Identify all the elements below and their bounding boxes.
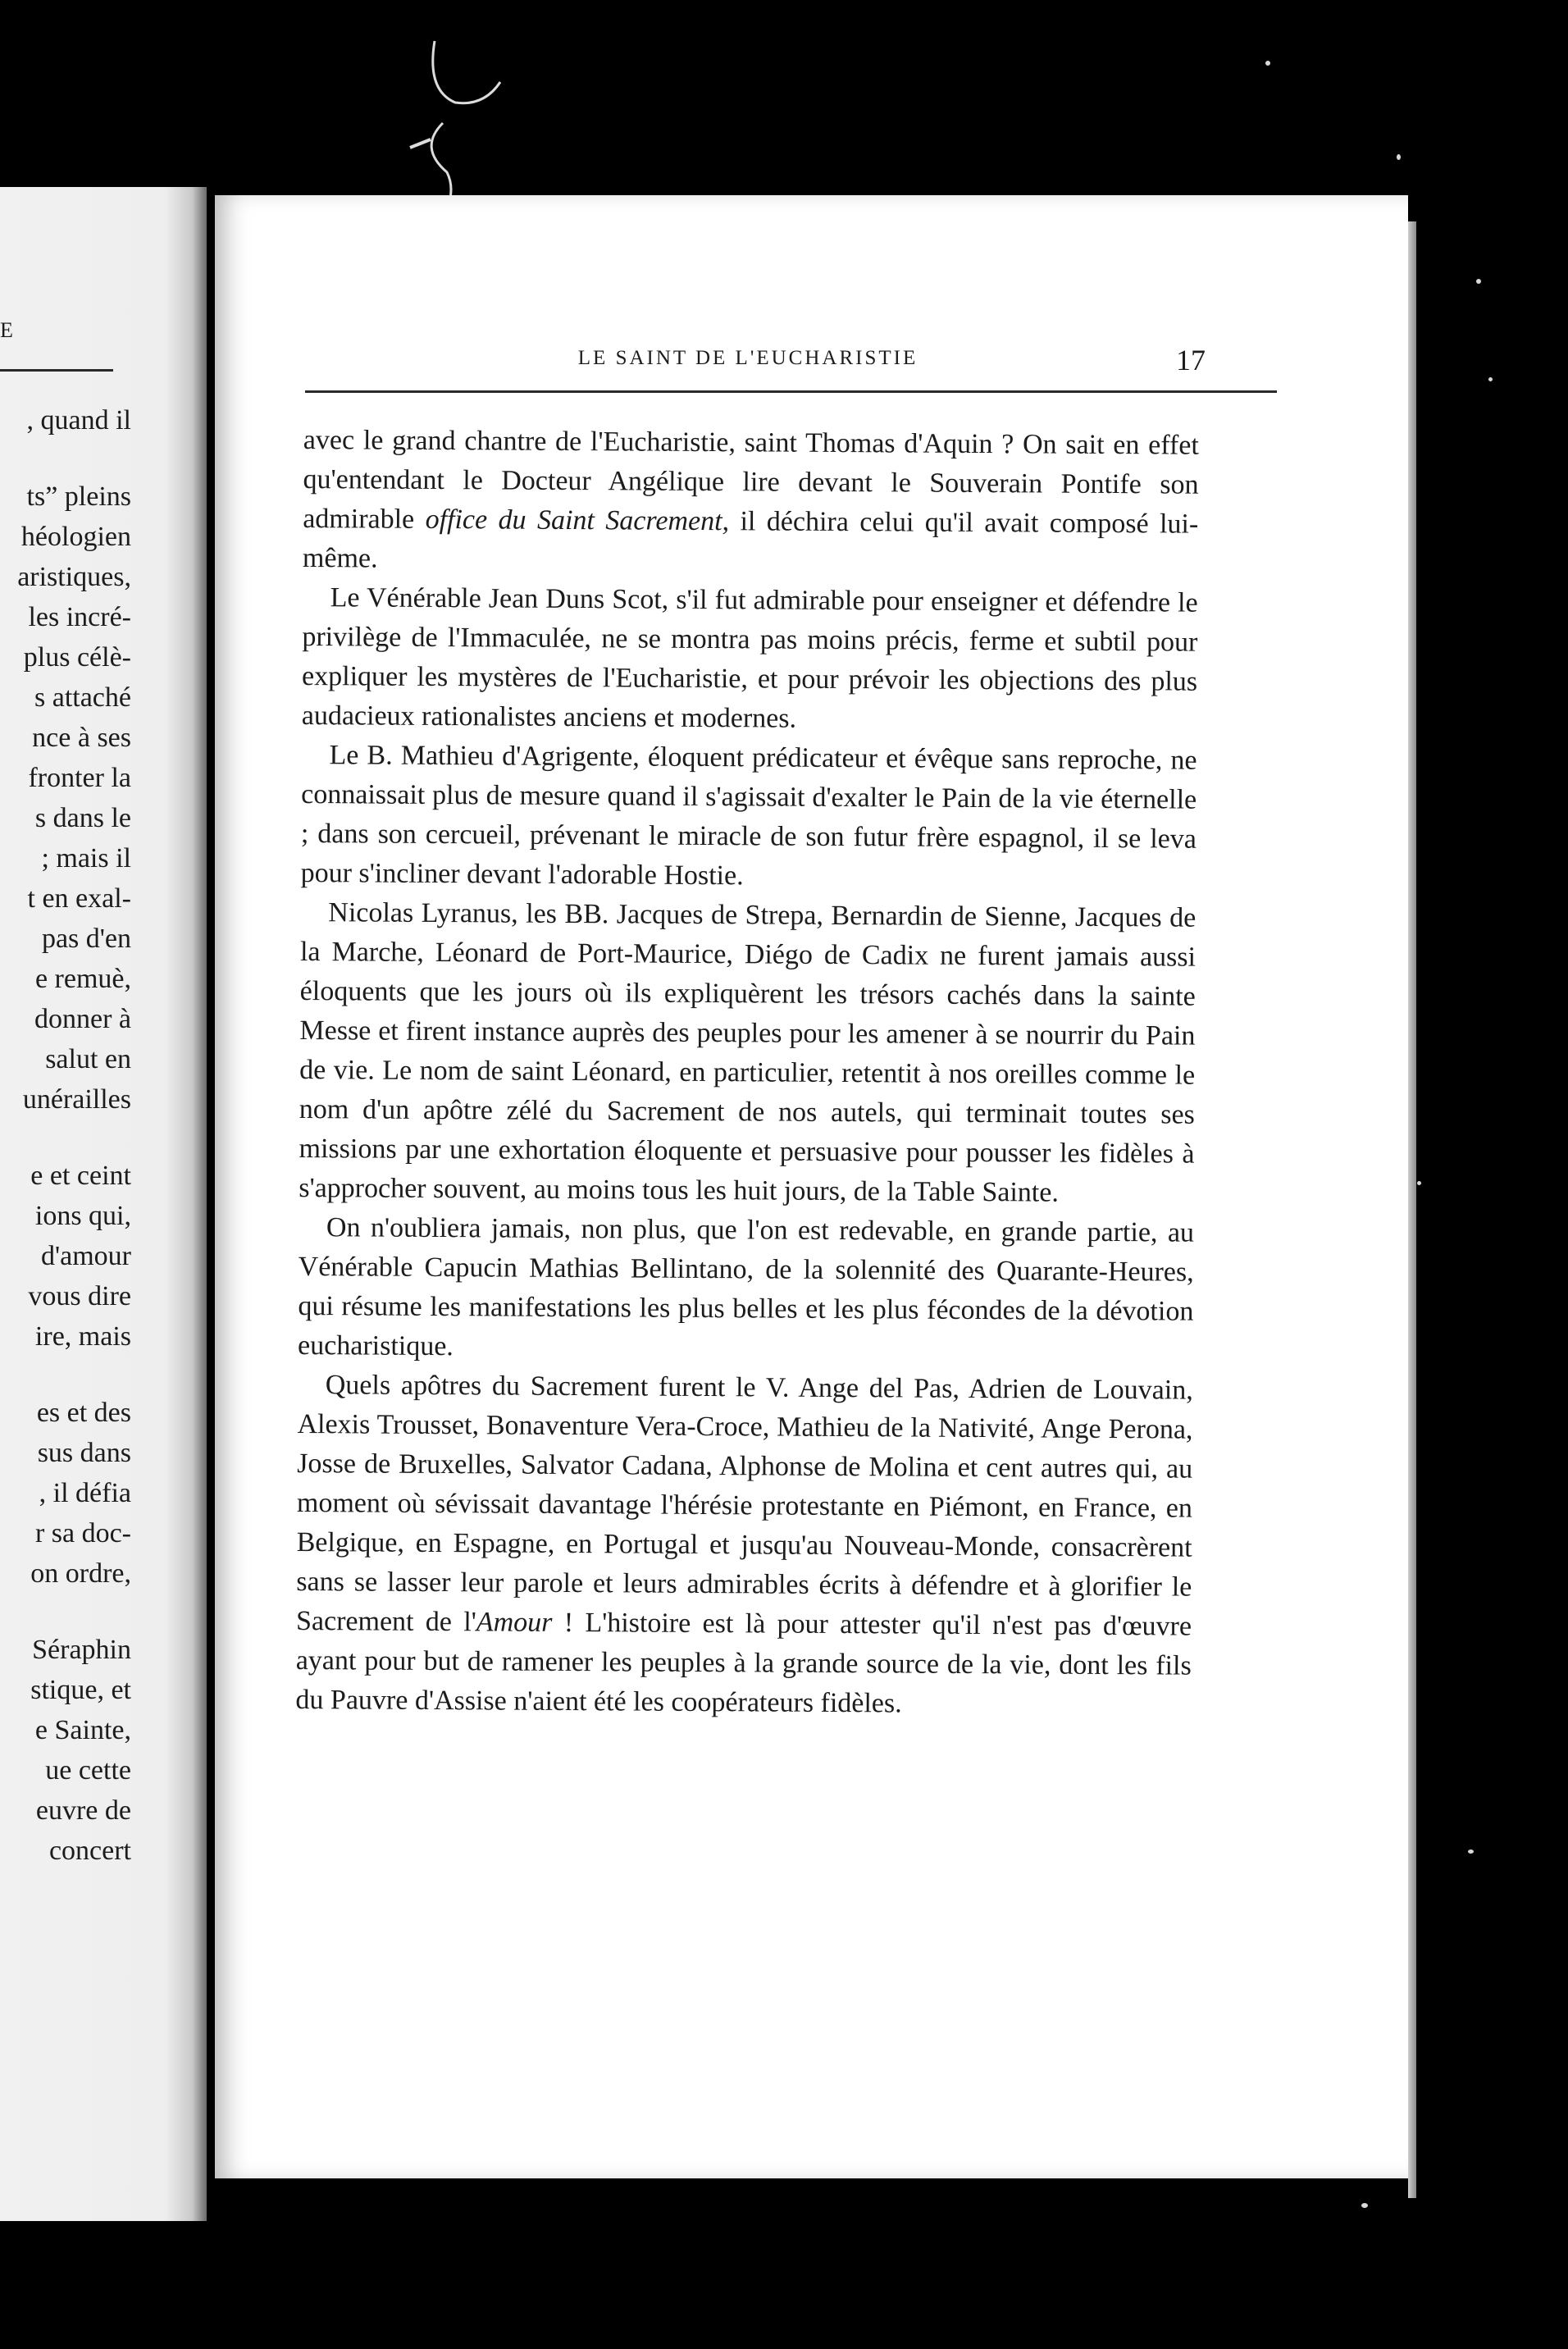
left-line: Séraphin xyxy=(32,1635,131,1665)
left-line: d'amour xyxy=(41,1241,131,1271)
italic-title: office du Saint Sacrement, xyxy=(425,504,730,537)
left-line: e Sainte, xyxy=(34,1715,131,1745)
italic-word: Amour xyxy=(476,1607,553,1638)
left-line: donner à xyxy=(34,1004,131,1034)
left-line: concert xyxy=(48,1836,131,1866)
body-text xyxy=(295,421,1199,1726)
paragraph-text: avec le grand chantre de l'Eucharistie, saint Thomas d'Aquin ? On sait en effet qu'entendant le Docteur Angélique lire devant le Souverain Pontife son admirable xyxy=(303,424,1199,535)
page-edge xyxy=(1408,221,1416,2198)
dust-speck xyxy=(1488,377,1493,381)
dust-speck xyxy=(1476,279,1481,284)
left-line xyxy=(0,440,131,477)
page-number: 17 xyxy=(1176,344,1206,376)
right-page xyxy=(215,195,1408,2178)
left-line xyxy=(0,1357,131,1393)
left-line: sus dans xyxy=(37,1438,131,1468)
dust-speck xyxy=(1468,1850,1474,1854)
left-line: ue cette xyxy=(45,1755,131,1786)
head-rule xyxy=(305,390,1277,393)
paragraph-text: Quels apôtres du Sacrement furent le V. Ange del Pas, Adrien de Louvain, Alexis Trousset, Bonaventure Vera-Croce, Mathieu de la Nativité, Ange Perona, Josse de Bruxelles, Salvator Cadana, Alphonse de Molina et cent autres qui, au moment où sévissait davantage l'hérésie protestante en Piémont, en France, en Belgique, en Espagne, en Portugal et jusqu'au Nouveau-Monde, consacrèrent sans se lasser leur parole et leurs admirables écrits à défendre et à glorifier le Sacrement de l' xyxy=(295,1370,1193,1638)
left-line: ire, mais xyxy=(34,1321,131,1352)
left-line: s attaché xyxy=(34,682,131,713)
paragraph xyxy=(303,421,1199,584)
left-line xyxy=(0,1120,131,1156)
left-line: ; mais il xyxy=(41,843,131,873)
dust-speck xyxy=(1397,154,1401,160)
left-line: héologien xyxy=(21,522,131,552)
left-line: e remuè, xyxy=(34,964,131,994)
left-line: salut en xyxy=(45,1044,131,1074)
paragraph xyxy=(295,1366,1193,1726)
left-line: les incré- xyxy=(28,602,131,632)
left-line: unérailles xyxy=(22,1084,131,1115)
left-line: pas d'en xyxy=(41,924,131,954)
left-line: on ordre, xyxy=(30,1558,131,1589)
left-line xyxy=(0,1594,131,1630)
left-line: nce à ses xyxy=(32,723,131,753)
left-line: , quand il xyxy=(26,405,131,436)
dust-speck xyxy=(1361,2203,1368,2208)
paragraph: Nicolas Lyranus, les BB. Jacques de Strepa, Bernardin de Sienne, Jacques de la Marche, Léonard de Port-Maurice, Diégo de Cadix ne furent jamais aussi éloquents que les jours où ils expliquèrent les trésors cachés dans la sainte Messe et firent instance auprès des peuples pour les amener à se nourrir du Pain de vie. Le nom de saint Léonard, en particulier, retentit à nos oreilles comme le nom d'un apôtre zélé du Sacrement de nos autels, qui terminait toutes ses missions par une exhortation éloquente et persuasive pour pousser les fidèles à s'approcher souvent, au moins tous les huit jours, de la Table Sainte. xyxy=(299,897,1197,1208)
left-line: e et ceint xyxy=(30,1161,131,1191)
paragraph: Le Vénérable Jean Duns Scot, s'il fut admirable pour enseigner et défendre le privilège de l'Immaculée, ne se montra pas moins précis, ferme et subtil pour expliquer les mystères de l'Eucharistie, et pour prévoir les objections des plus audacieux rationalistes anciens et modernes. xyxy=(301,582,1198,734)
left-line: es et des xyxy=(36,1398,131,1428)
left-line: ions qui, xyxy=(34,1201,131,1231)
left-line: r sa doc- xyxy=(34,1518,131,1549)
left-line: aristiques, xyxy=(17,562,131,592)
dust-speck xyxy=(1417,1181,1421,1185)
left-line: s dans le xyxy=(34,803,131,833)
left-head-rule xyxy=(0,369,113,372)
paragraph-text: il déchira celui qu'il avait composé lui-même. xyxy=(302,506,1199,574)
paragraph: On n'oubliera jamais, non plus, que l'on est redevable, en grande partie, au Vénérable Capucin Mathias Bellintano, de la solennité des Quarante-Heures, qui résume les manifestations les plus belles et les plus fécondes de la dévotion eucharistique. xyxy=(297,1212,1195,1362)
left-running-head: E xyxy=(0,318,15,342)
running-head: LE SAINT DE L'EUCHARISTIE xyxy=(577,347,918,369)
left-line: plus célè- xyxy=(23,642,131,673)
left-page xyxy=(0,187,207,2221)
left-line: fronter la xyxy=(28,763,131,793)
left-line: t en exal- xyxy=(27,883,131,914)
left-line: vous dire xyxy=(28,1281,131,1311)
paragraph: Le B. Mathieu d'Agrigente, éloquent prédicateur et évêque sans reproche, ne connaissait plus de mesure quand il s'agissait d'exalter le Pain de la vie éternelle ; dans son cercueil, prévenant le miracle de son futur frère espagnol, il se leva pour s'incliner devant l'adorable Hostie. xyxy=(300,740,1197,892)
left-line: stique, et xyxy=(30,1675,131,1705)
left-line: , il défia xyxy=(39,1478,131,1508)
dust-speck xyxy=(1265,61,1270,66)
left-line: tsˮ pleins xyxy=(26,481,131,512)
left-line: euvre de xyxy=(35,1795,131,1826)
paragraph-text: ! L'histoire est là pour attester qu'il n'est pas d'œuvre ayant pour but de ramener les peuples à la grande source de la vie, dont les fils du Pauvre d'Assise n'aient été les coopérateurs fidèles. xyxy=(295,1607,1192,1719)
left-text-fragments xyxy=(0,400,131,1871)
